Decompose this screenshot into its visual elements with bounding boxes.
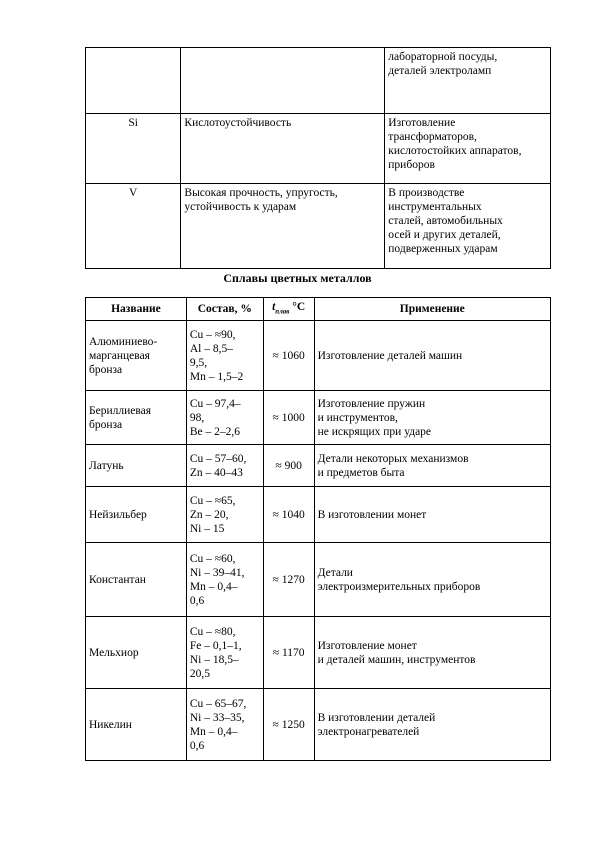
alloy-application-line: не искрящих при ударе	[317, 425, 432, 438]
temp-unit: °С	[292, 300, 306, 313]
table-row	[86, 114, 551, 184]
element-cell	[86, 48, 181, 114]
melting-temp-cell: ≈ 1040	[263, 487, 314, 543]
header-application: Применение	[314, 298, 550, 321]
application-cell	[385, 114, 551, 184]
property-cell	[181, 114, 385, 184]
composition-line: Cu – 97,4–	[189, 397, 241, 410]
property-cell	[181, 184, 385, 269]
alloy-name-cell	[86, 487, 187, 543]
alloy-name-line: бронза	[89, 418, 123, 431]
alloy-name-line: Нейзильбер	[89, 508, 147, 521]
alloy-name-line: Константан	[89, 573, 146, 586]
table-row	[86, 617, 551, 689]
application-line: инструментальных	[388, 201, 482, 213]
alloy-application-line: и предметов быта	[317, 466, 405, 479]
property-line: Высокая прочность, упругость,	[184, 187, 338, 199]
alloy-name-cell	[86, 391, 187, 445]
application-line: кислотостойких аппаратов,	[388, 145, 522, 157]
melting-temp-cell: ≈ 900	[263, 445, 314, 487]
application-line: подверженных ударам	[388, 243, 498, 255]
alloy-application-line: В изготовлении деталей	[317, 711, 436, 724]
table-row	[86, 487, 551, 543]
composition-line: 98,	[189, 411, 205, 424]
alloy-application-line: Детали	[317, 566, 353, 579]
header-name: Название	[86, 298, 187, 321]
element-cell: Si	[86, 114, 181, 184]
alloy-name-line: Бериллиевая	[89, 404, 152, 417]
composition-line: Ni – 18,5–	[189, 653, 239, 666]
melting-temp-cell: ≈ 1000	[263, 391, 314, 445]
composition-line: Al – 8,5–	[189, 342, 233, 355]
alloys-table	[85, 297, 551, 761]
metals-properties-table	[85, 47, 551, 269]
composition-cell	[186, 543, 263, 617]
alloy-application-line: Изготовление пружин	[317, 397, 426, 410]
melting-temp-cell: ≈ 1270	[263, 543, 314, 617]
alloy-application-cell	[314, 321, 550, 391]
composition-line: Be – 2–2,6	[189, 425, 241, 438]
alloy-name-line: Мельхиор	[89, 646, 139, 659]
alloy-application-cell	[314, 689, 550, 761]
composition-line: Cu – ≈65,	[189, 494, 236, 507]
composition-line: Cu – 65–67,	[189, 697, 247, 710]
alloy-application-line: электронагревателей	[317, 725, 420, 738]
alloy-name-cell	[86, 617, 187, 689]
composition-line: Fe – 0,1–1,	[189, 639, 242, 652]
alloy-application-line: и деталей машин, инструментов	[317, 653, 476, 666]
table-row	[86, 184, 551, 269]
property-line: устойчивость к ударам	[184, 201, 297, 213]
table-row	[86, 48, 551, 114]
table-row	[86, 391, 551, 445]
table-row	[86, 543, 551, 617]
alloy-name-cell	[86, 543, 187, 617]
melting-temp-cell: ≈ 1060	[263, 321, 314, 391]
table-row	[86, 689, 551, 761]
composition-line: Cu – 57–60,	[189, 452, 247, 465]
alloy-application-cell	[314, 617, 550, 689]
alloy-name-line: Никелин	[89, 718, 132, 731]
alloy-application-line: и инструментов,	[317, 411, 398, 424]
table-row	[86, 445, 551, 487]
composition-line: 0,6	[189, 594, 205, 607]
section-title: Сплавы цветных металлов	[223, 271, 372, 285]
alloy-application-line: Изготовление деталей машин	[317, 349, 463, 362]
composition-line: Zn – 20,	[189, 508, 229, 521]
application-cell	[385, 184, 551, 269]
melting-temp-cell: ≈ 1170	[263, 617, 314, 689]
alloy-application-line: Детали некоторых механизмов	[317, 452, 469, 465]
alloy-application-line: Изготовление монет	[317, 639, 417, 652]
element-cell: V	[86, 184, 181, 269]
header-composition: Состав, %	[186, 298, 263, 321]
header-melting-temp	[263, 298, 314, 321]
alloys-body	[86, 321, 551, 761]
alloy-name-cell	[86, 689, 187, 761]
composition-line: Cu – ≈60,	[189, 552, 236, 565]
application-line: В производстве	[388, 187, 465, 199]
composition-line: Mn – 0,4–	[189, 725, 238, 738]
composition-line: Cu – ≈90,	[189, 328, 236, 341]
composition-cell	[186, 445, 263, 487]
composition-line: 0,6	[189, 739, 205, 752]
alloy-application-cell	[314, 487, 550, 543]
metals-properties-body	[86, 48, 551, 269]
composition-line: Zn – 40–43	[189, 466, 243, 479]
application-line: сталей, автомобильных	[388, 215, 503, 227]
composition-line: 20,5	[189, 667, 210, 680]
alloy-name-line: бронза	[89, 363, 123, 376]
alloy-name-cell	[86, 321, 187, 391]
composition-line: Ni – 15	[189, 522, 225, 535]
table-row	[86, 321, 551, 391]
alloy-application-cell	[314, 543, 550, 617]
application-line: приборов	[388, 159, 435, 171]
application-line: осей и других деталей,	[388, 229, 501, 241]
composition-cell	[186, 617, 263, 689]
composition-line: Ni – 39–41,	[189, 566, 245, 579]
application-line: деталей электроламп	[388, 65, 492, 77]
application-line: трансформаторов,	[388, 131, 477, 143]
composition-cell	[186, 391, 263, 445]
melting-temp-cell: ≈ 1250	[263, 689, 314, 761]
application-cell	[385, 48, 551, 114]
composition-line: Mn – 1,5–2	[189, 370, 244, 383]
composition-line: Mn – 0,4–	[189, 580, 238, 593]
application-line: Изготовление	[388, 117, 456, 129]
application-line: лабораторной посуды,	[388, 51, 498, 63]
composition-cell	[186, 689, 263, 761]
property-cell	[181, 48, 385, 114]
alloy-application-line: В изготовлении монет	[317, 508, 427, 521]
composition-line: 9,5,	[189, 356, 208, 369]
temp-symbol: t	[272, 300, 276, 313]
composition-line: Ni – 33–35,	[189, 711, 245, 724]
alloy-application-cell	[314, 445, 550, 487]
alloy-name-line: Латунь	[89, 459, 124, 472]
alloy-application-cell	[314, 391, 550, 445]
temp-subscript: плав	[275, 307, 290, 316]
alloy-name-line: марганцевая	[89, 349, 150, 362]
composition-cell	[186, 321, 263, 391]
alloy-application-line: электроизмерительных приборов	[317, 580, 481, 593]
composition-line: Cu – ≈80,	[189, 625, 236, 638]
composition-cell	[186, 487, 263, 543]
property-line: Кислотоустойчивость	[184, 117, 292, 129]
alloy-name-line: Алюминиево-	[89, 335, 158, 348]
alloy-name-cell	[86, 445, 187, 487]
alloys-header-row	[86, 298, 551, 321]
